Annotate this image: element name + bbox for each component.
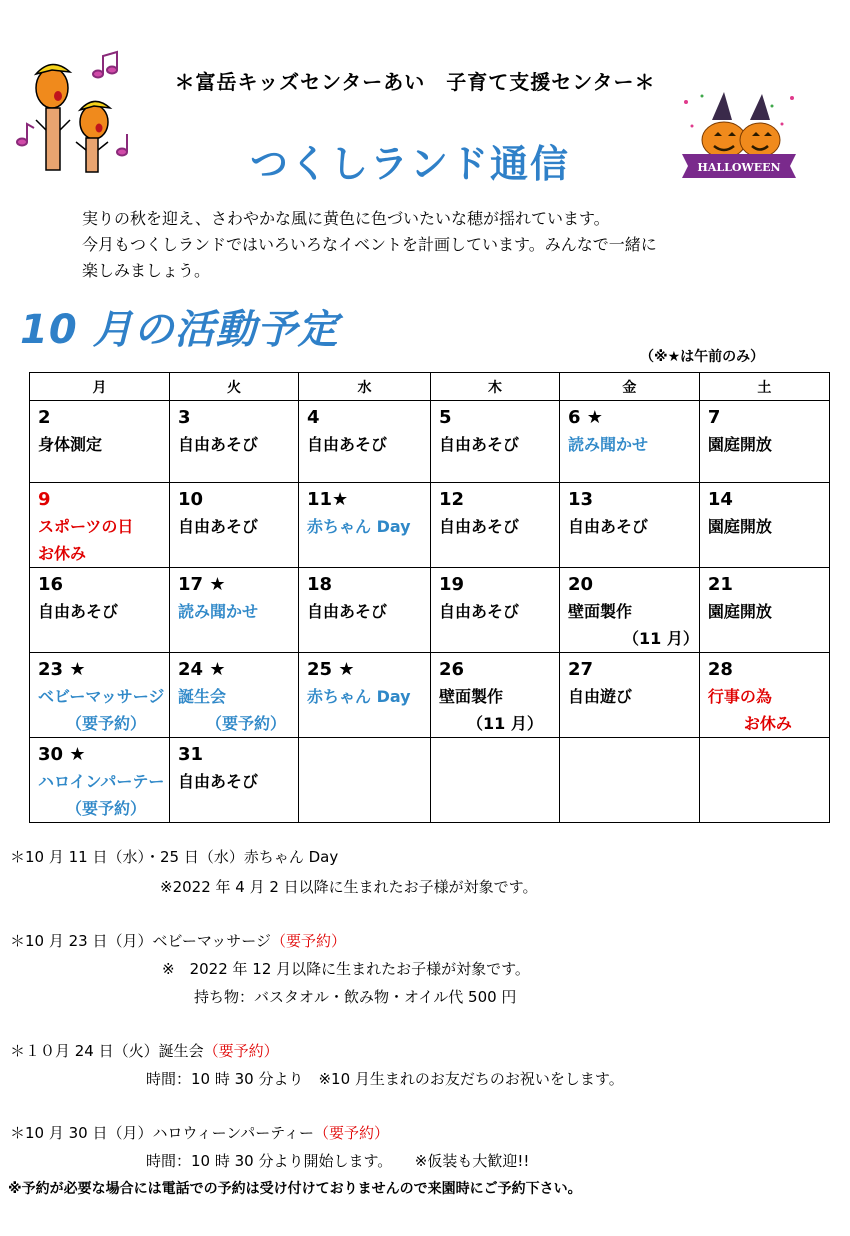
day-activity: （11 月）: [467, 714, 543, 733]
halloween-pumpkin-icon: [672, 84, 806, 204]
day-number: 4: [307, 407, 320, 428]
day-number: 12: [439, 489, 465, 510]
day-activity: 身体測定: [38, 435, 103, 454]
day-activity: 自由あそび: [439, 602, 520, 621]
day-activity: 読み聞かせ: [568, 435, 649, 454]
day-number: 18: [307, 574, 333, 595]
day-number: 13: [568, 489, 594, 510]
singing-children-illustration: [12, 50, 132, 180]
note-baby-day-detail: ※2022 年 4 月 2 日以降に生まれたお子様が対象です。: [160, 878, 538, 896]
calendar-day-cell: [431, 653, 560, 738]
day-number: 6 ★: [568, 407, 603, 428]
calendar-day-cell: [170, 738, 299, 823]
morning-only-note: （※★は午前のみ）: [640, 349, 765, 365]
day-activity: 自由遊び: [568, 687, 633, 706]
intro-line: 楽しみましょう。: [82, 261, 211, 280]
day-content: [170, 653, 298, 737]
reservation-footer-note: ※予約が必要な場合には電話での予約は受け付けておりませんので来園時にご予約下さい。: [8, 1181, 582, 1197]
calendar-day-cell: [431, 401, 560, 483]
calendar-day-cell: [170, 568, 299, 653]
calendar-day-cell: [560, 568, 700, 653]
day-content: [299, 401, 430, 458]
note-baby-day: ＊10 月 11 日（水）・25 日（水）赤ちゃん Day: [10, 848, 339, 866]
calendar-day-cell: [699, 653, 829, 738]
day-activity: 自由あそび: [178, 772, 259, 791]
day-content: [560, 401, 699, 458]
day-activity: 自由あそび: [568, 517, 649, 536]
reservation-required-label: （要予約）: [314, 1124, 390, 1142]
reservation-required-label: （要予約）: [270, 932, 346, 950]
day-content: [700, 483, 829, 540]
note-baby-massage-items: 持ち物：バスタオル・飲み物・オイル代 500 円: [194, 988, 517, 1006]
intro-line: 実りの秋を迎え、さわやかな風に黄色に色づいたいな穂が揺れています。: [82, 209, 610, 228]
day-number: 16: [38, 574, 64, 595]
calendar-day-cell: [431, 738, 560, 823]
weekday-header: 月: [30, 373, 170, 401]
day-content: [700, 401, 829, 458]
weekday-header: 水: [299, 373, 431, 401]
day-content: [30, 483, 169, 567]
day-number: 26: [439, 659, 465, 680]
day-number: 19: [439, 574, 465, 595]
calendar-day-cell: [299, 568, 431, 653]
note-baby-massage-label: ＊10 月 23 日（月）ベビーマッサージ: [10, 932, 271, 950]
calendar-week-row: [30, 401, 830, 483]
day-activity: 自由あそび: [178, 517, 259, 536]
intro-paragraph: [82, 206, 762, 284]
calendar-day-cell: [560, 401, 700, 483]
day-content: [560, 568, 699, 652]
day-number: 10: [178, 489, 204, 510]
day-content: [170, 401, 298, 458]
day-activity: 壁面製作: [439, 687, 504, 706]
day-activity: 自由あそび: [178, 435, 259, 454]
calendar-header-row: [30, 373, 830, 401]
note-halloween-party-detail: 時間：10 時 30 分より開始します。 ※仮装も大歓迎!!: [146, 1152, 530, 1170]
day-activity: 自由あそび: [307, 435, 388, 454]
day-activity: 赤ちゃん Day: [307, 687, 411, 706]
day-number: 11★: [307, 489, 349, 510]
weekday-header: 火: [170, 373, 299, 401]
day-content: [170, 568, 298, 625]
day-activity: 赤ちゃん Day: [307, 517, 411, 536]
calendar-day-cell: [170, 653, 299, 738]
calendar-day-cell: [560, 653, 700, 738]
calendar-day-cell: [299, 483, 431, 568]
day-activity: 自由あそび: [38, 602, 119, 621]
calendar-day-cell: [699, 738, 829, 823]
day-content: [560, 653, 699, 710]
day-activity: ベビーマッサージ: [38, 687, 165, 706]
day-content: [431, 401, 559, 458]
day-activity: 行事の為: [707, 687, 772, 706]
day-content: [431, 483, 559, 540]
day-content: [30, 738, 169, 822]
day-number: 21: [707, 574, 733, 595]
day-content: [700, 738, 829, 741]
day-number: 3: [178, 407, 191, 428]
note-birthday-party: [10, 1040, 279, 1061]
day-content: [431, 738, 559, 741]
day-content: [700, 653, 829, 737]
calendar-day-cell: [299, 653, 431, 738]
day-number: 31: [178, 744, 204, 765]
calendar-day-cell: [699, 483, 829, 568]
event-notes: [10, 846, 830, 1206]
calendar-week-row: [30, 568, 830, 653]
calendar-day-cell: [30, 738, 170, 823]
day-content: [700, 568, 829, 625]
day-activity: （11 月）: [623, 629, 699, 648]
halloween-badge-text: HALLOWEEN: [697, 161, 781, 174]
note-birthday-party-detail: 時間：10 時 30 分より ※10 月生まれのお友だちのお祝いをします。: [146, 1070, 624, 1088]
day-number: 25 ★: [307, 659, 355, 680]
day-activity: スポーツの日: [38, 517, 134, 536]
weekday-header: 木: [431, 373, 560, 401]
music-note-icon: [117, 134, 127, 156]
day-activity: 園庭開放: [707, 602, 772, 621]
day-content: [431, 568, 559, 625]
day-number: 14: [707, 489, 733, 510]
day-content: [560, 483, 699, 540]
day-number: 24 ★: [178, 659, 226, 680]
day-activity: （要予約）: [66, 799, 147, 818]
day-number: 7: [707, 407, 721, 428]
calendar-week-row: [30, 483, 830, 568]
organization-title: ＊富岳キッズセンターあい 子育て支援センター＊: [174, 70, 656, 94]
calendar-day-cell: [30, 653, 170, 738]
day-activity: 自由あそび: [439, 435, 520, 454]
newsletter-title: つくしランド通信: [249, 142, 570, 186]
day-number: 2: [38, 407, 51, 428]
day-number: 5: [439, 407, 452, 428]
day-activity: 読み聞かせ: [178, 602, 259, 621]
day-content: [299, 483, 430, 540]
day-number: 9: [38, 489, 51, 510]
day-activity: 園庭開放: [707, 517, 772, 536]
reservation-required-label: （要予約）: [203, 1042, 279, 1060]
day-content: [30, 401, 169, 458]
calendar-day-cell: [30, 401, 170, 483]
month-schedule-heading: 10 月の活動予定: [20, 307, 339, 353]
day-number: 30 ★: [38, 744, 86, 765]
day-content: [299, 653, 430, 710]
day-number: 20: [568, 574, 594, 595]
day-content: [30, 653, 169, 737]
calendar-week-row: [30, 653, 830, 738]
day-activity: 誕生会: [178, 687, 227, 706]
calendar-day-cell: [30, 483, 170, 568]
activity-calendar: [29, 372, 830, 823]
calendar-day-cell: [560, 483, 700, 568]
intro-line: 今月もつくしランドではいろいろなイベントを計画しています。みんなで一緒に: [82, 235, 657, 254]
music-note-icon: [17, 124, 34, 146]
day-activity: 園庭開放: [707, 435, 772, 454]
day-number: 23 ★: [38, 659, 86, 680]
note-halloween-party-label: ＊10 月 30 日（月）ハロウィーンパーティー: [10, 1124, 315, 1142]
music-note-icon: [93, 52, 117, 78]
note-halloween-party: [10, 1122, 389, 1143]
day-number: 17 ★: [178, 574, 226, 595]
calendar-day-cell: [170, 483, 299, 568]
day-activity: 自由あそび: [439, 517, 520, 536]
calendar-day-cell: [431, 568, 560, 653]
calendar-day-cell: [299, 401, 431, 483]
calendar-day-cell: [299, 738, 431, 823]
calendar-day-cell: [170, 401, 299, 483]
day-content: [299, 738, 430, 741]
day-content: [560, 738, 699, 741]
calendar-day-cell: [699, 568, 829, 653]
day-activity: ハロインパーテー: [38, 772, 165, 791]
calendar-day-cell: [30, 568, 170, 653]
day-activity: （要予約）: [206, 714, 287, 733]
calendar-day-cell: [699, 401, 829, 483]
note-baby-massage: [10, 930, 346, 951]
day-number: 28: [707, 659, 733, 680]
day-content: [170, 483, 298, 540]
day-activity: お休み: [743, 714, 792, 733]
day-activity: お休み: [38, 544, 87, 563]
weekday-header: 金: [560, 373, 700, 401]
calendar-day-cell: [431, 483, 560, 568]
day-content: [30, 568, 169, 625]
calendar-day-cell: [560, 738, 700, 823]
day-activity: （要予約）: [66, 714, 147, 733]
day-activity: 自由あそび: [307, 602, 388, 621]
weekday-header: 土: [699, 373, 829, 401]
day-content: [431, 653, 559, 737]
note-birthday-party-label: ＊１０月 24 日（火）誕生会: [10, 1042, 204, 1060]
day-content: [170, 738, 298, 795]
day-content: [299, 568, 430, 625]
note-baby-massage-detail: ※ 2022 年 12 月以降に生まれたお子様が対象です。: [162, 960, 530, 978]
day-activity: 壁面製作: [568, 602, 633, 621]
day-number: 27: [568, 659, 594, 680]
calendar-week-row: [30, 738, 830, 823]
